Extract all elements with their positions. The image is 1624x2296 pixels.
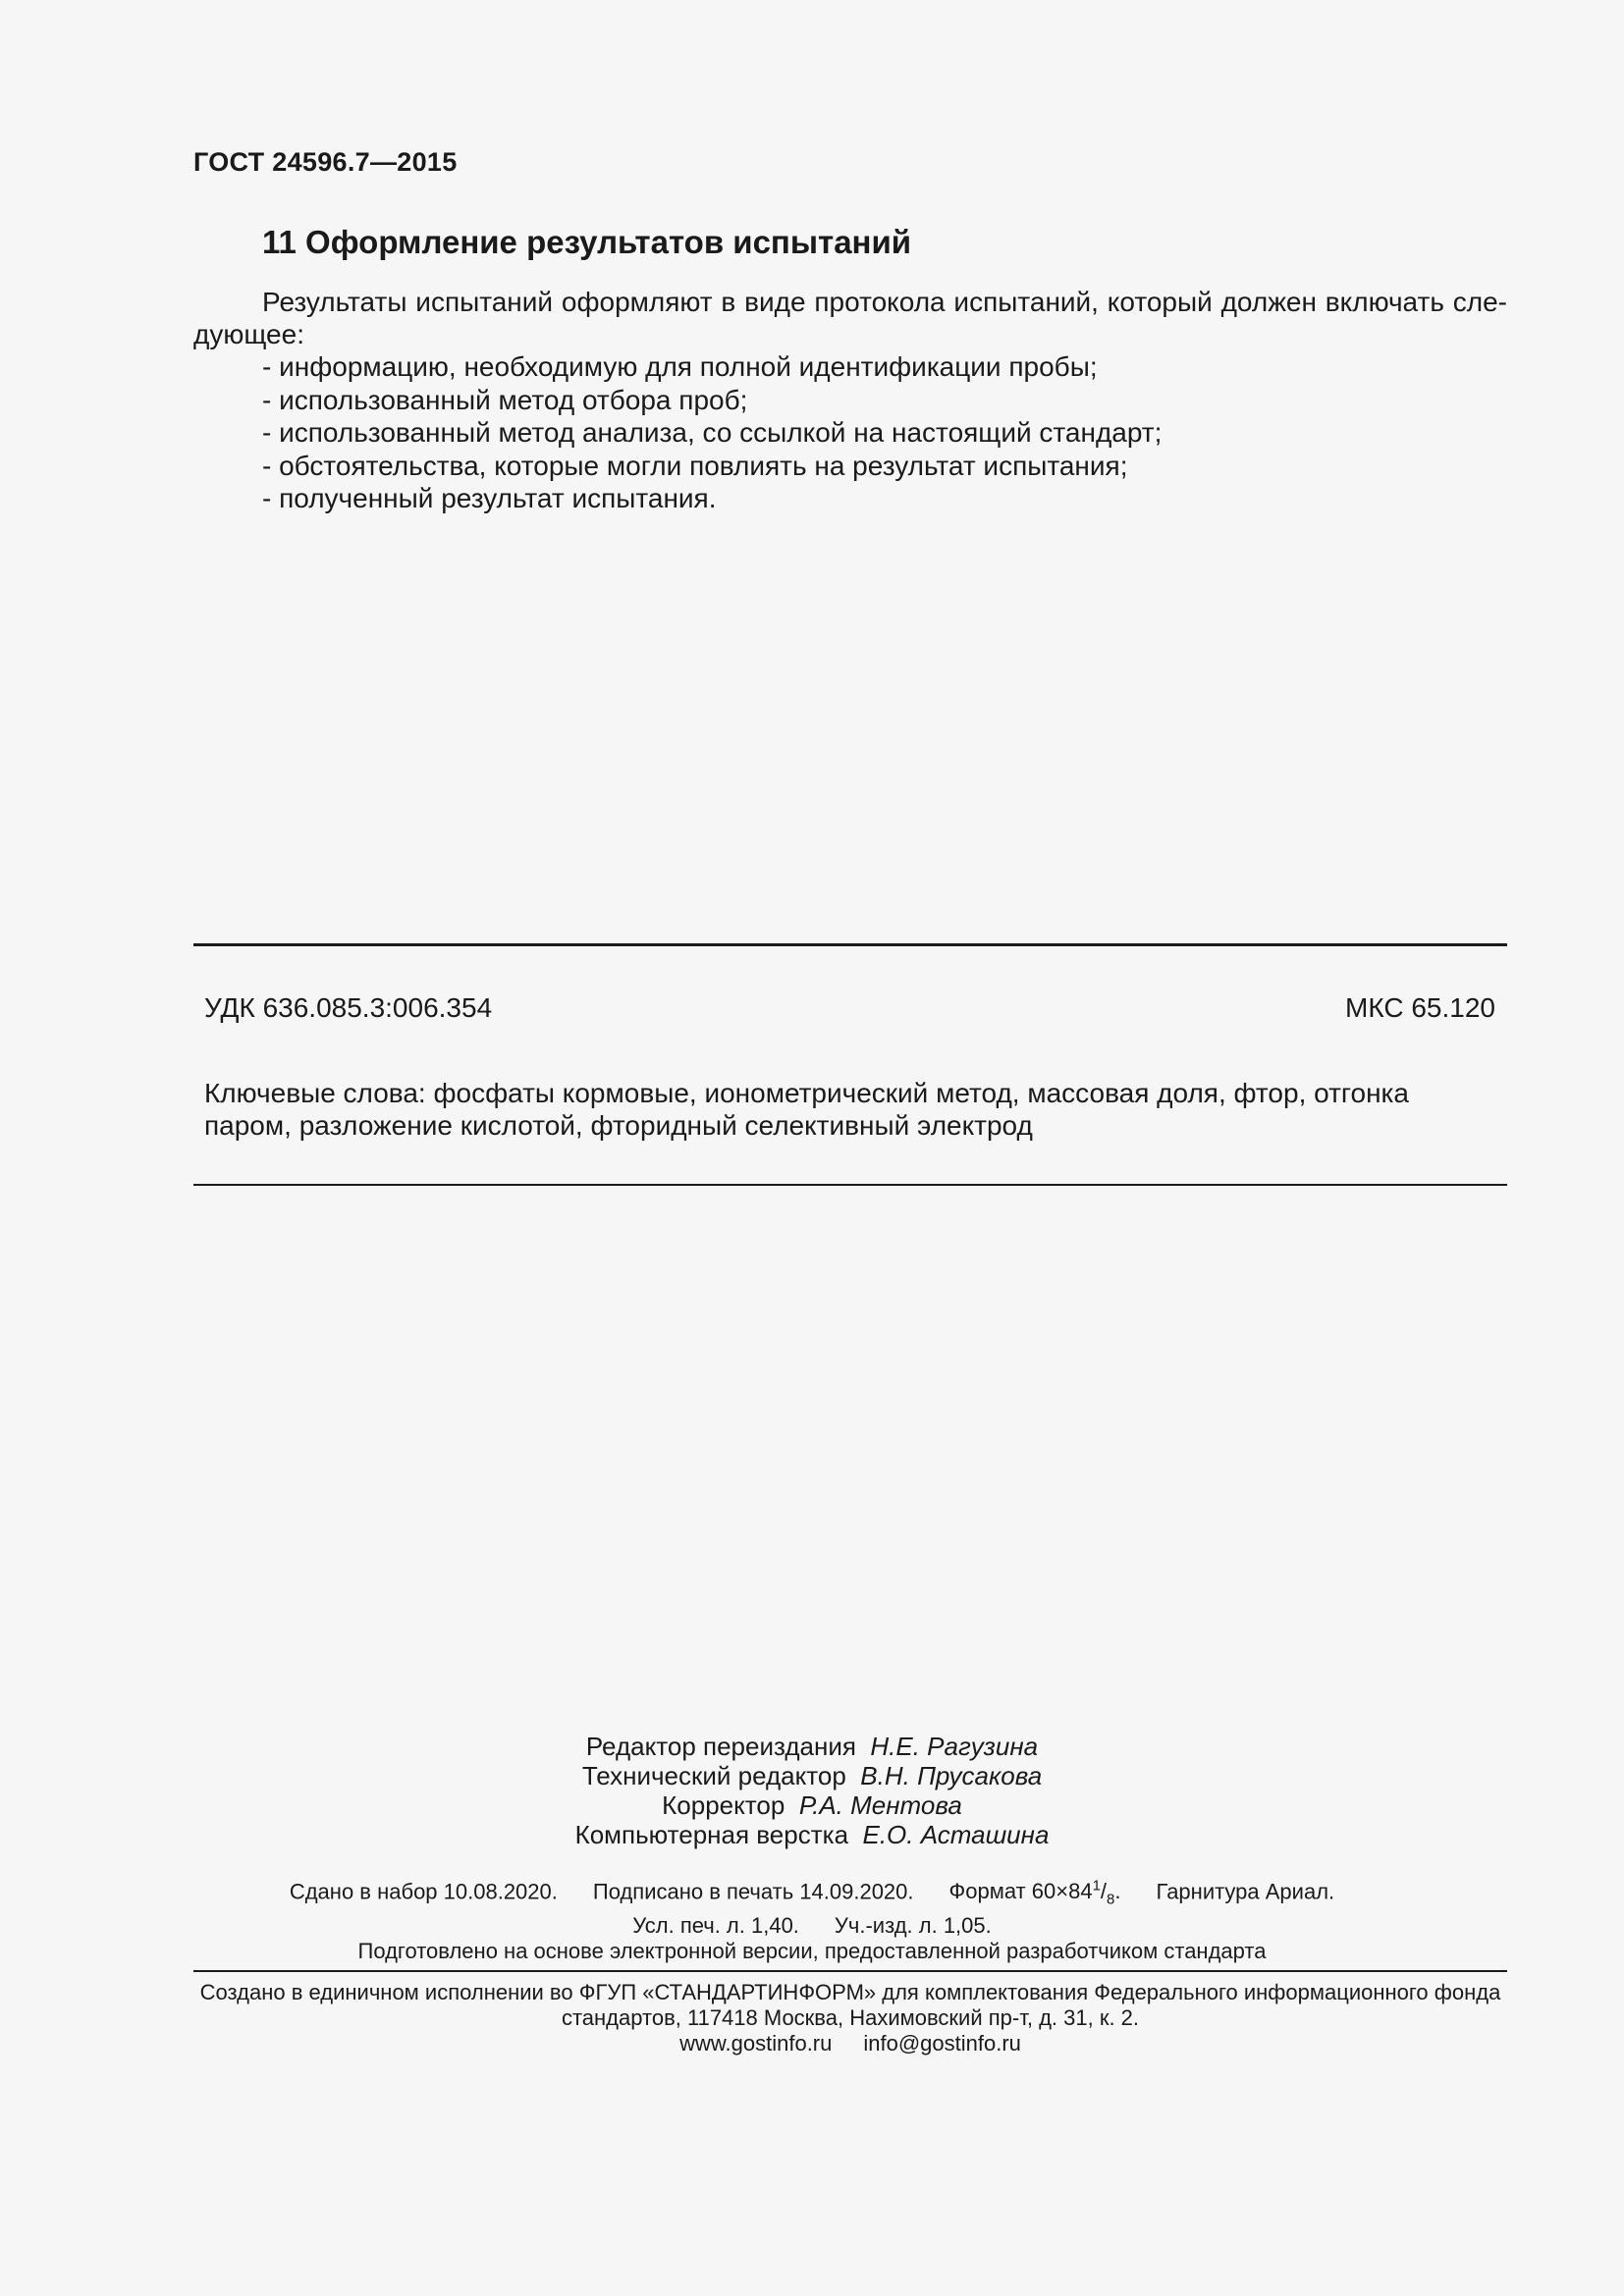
email-link[interactable]: info@gostinfo.ru <box>863 2031 1021 2056</box>
print-sheets: Усл. печ. л. 1,40. <box>632 1912 799 1938</box>
list-item: - информацию, необходимую для полной идентификации пробы; <box>262 351 1098 382</box>
footer-line-2: стандартов, 117418 Москва, Нахимовский пр-т, д. 31, к. 2. <box>561 2005 1140 2030</box>
divider-top <box>193 943 1507 946</box>
credit-line <box>0 1790 1624 1820</box>
website-link[interactable]: www.gostinfo.ru <box>679 2031 833 2056</box>
credit-name: Н.Е. Рагузина <box>870 1732 1039 1761</box>
format: Формат $60\times 84^1/_8$. <box>948 1878 1121 1908</box>
keywords: Ключевые слова: фосфаты кормовые, ионометрический метод, массовая доля, фтор, отгонка паром, разложение кислотой, фторидный селективный электрод <box>204 1078 1409 1141</box>
credit-line <box>0 1732 1624 1761</box>
imprint-line-2 <box>0 1913 1624 1939</box>
typeset-date: Сдано в набор 10.08.2020. <box>289 1879 558 1904</box>
imprint-block <box>0 1874 1624 1964</box>
footer-block <box>193 1980 1507 2056</box>
prepared-note: Подготовлено на основе электронной версии, предоставленной разработчиком стандарта <box>357 1938 1267 1963</box>
section-heading: 11 Оформление результатов испытаний <box>262 224 912 260</box>
document-code: ГОСТ 24596.7—2015 <box>193 147 458 177</box>
signed-date: Подписано в печать 14.09.2020. <box>592 1879 914 1904</box>
credit-name: В.Н. Прусакова <box>860 1761 1043 1790</box>
list-item: - обстоятельства, которые могли повлиять на результат испытания; <box>262 450 1128 481</box>
credit-role: Компьютерная верстка <box>574 1820 849 1849</box>
pub-sheets: Уч.-изд. л. 1,05. <box>834 1912 992 1938</box>
divider-bottom <box>193 1970 1507 1972</box>
credit-line <box>0 1820 1624 1849</box>
credit-role: Корректор <box>662 1790 785 1820</box>
intro-paragraph: Результаты испытаний оформляют в виде протокола испытаний, который должен включать следующее: <box>193 287 1507 349</box>
list-item: - использованный метод отбора проб; <box>262 384 748 415</box>
footer-line-1: Создано в единичном исполнении во ФГУП «СТАНДАРТИНФОРМ» для комплектования Федерального информационного фонда <box>199 1980 1501 2004</box>
udc-code: УДК 636.085.3:006.354 <box>204 992 493 1023</box>
mks-code: МКС 65.120 <box>1345 992 1495 1023</box>
credit-name: Е.О. Асташина <box>862 1820 1050 1849</box>
list-item: - полученный результат испытания. <box>262 483 717 513</box>
credit-name: Р.А. Ментова <box>798 1790 962 1820</box>
footer-contacts <box>193 2031 1507 2056</box>
credit-line <box>0 1761 1624 1790</box>
typeface: Гарнитура Ариал. <box>1156 1879 1335 1904</box>
requirements-list <box>262 350 1162 515</box>
credits-block <box>0 1732 1624 1849</box>
list-item: - использованный метод анализа, со ссылкой на настоящий стандарт; <box>262 417 1163 448</box>
credit-role: Редактор переиздания <box>585 1732 856 1761</box>
credit-role: Технический редактор <box>581 1761 846 1790</box>
divider-middle <box>193 1184 1507 1186</box>
imprint-line-1 <box>0 1874 1624 1913</box>
